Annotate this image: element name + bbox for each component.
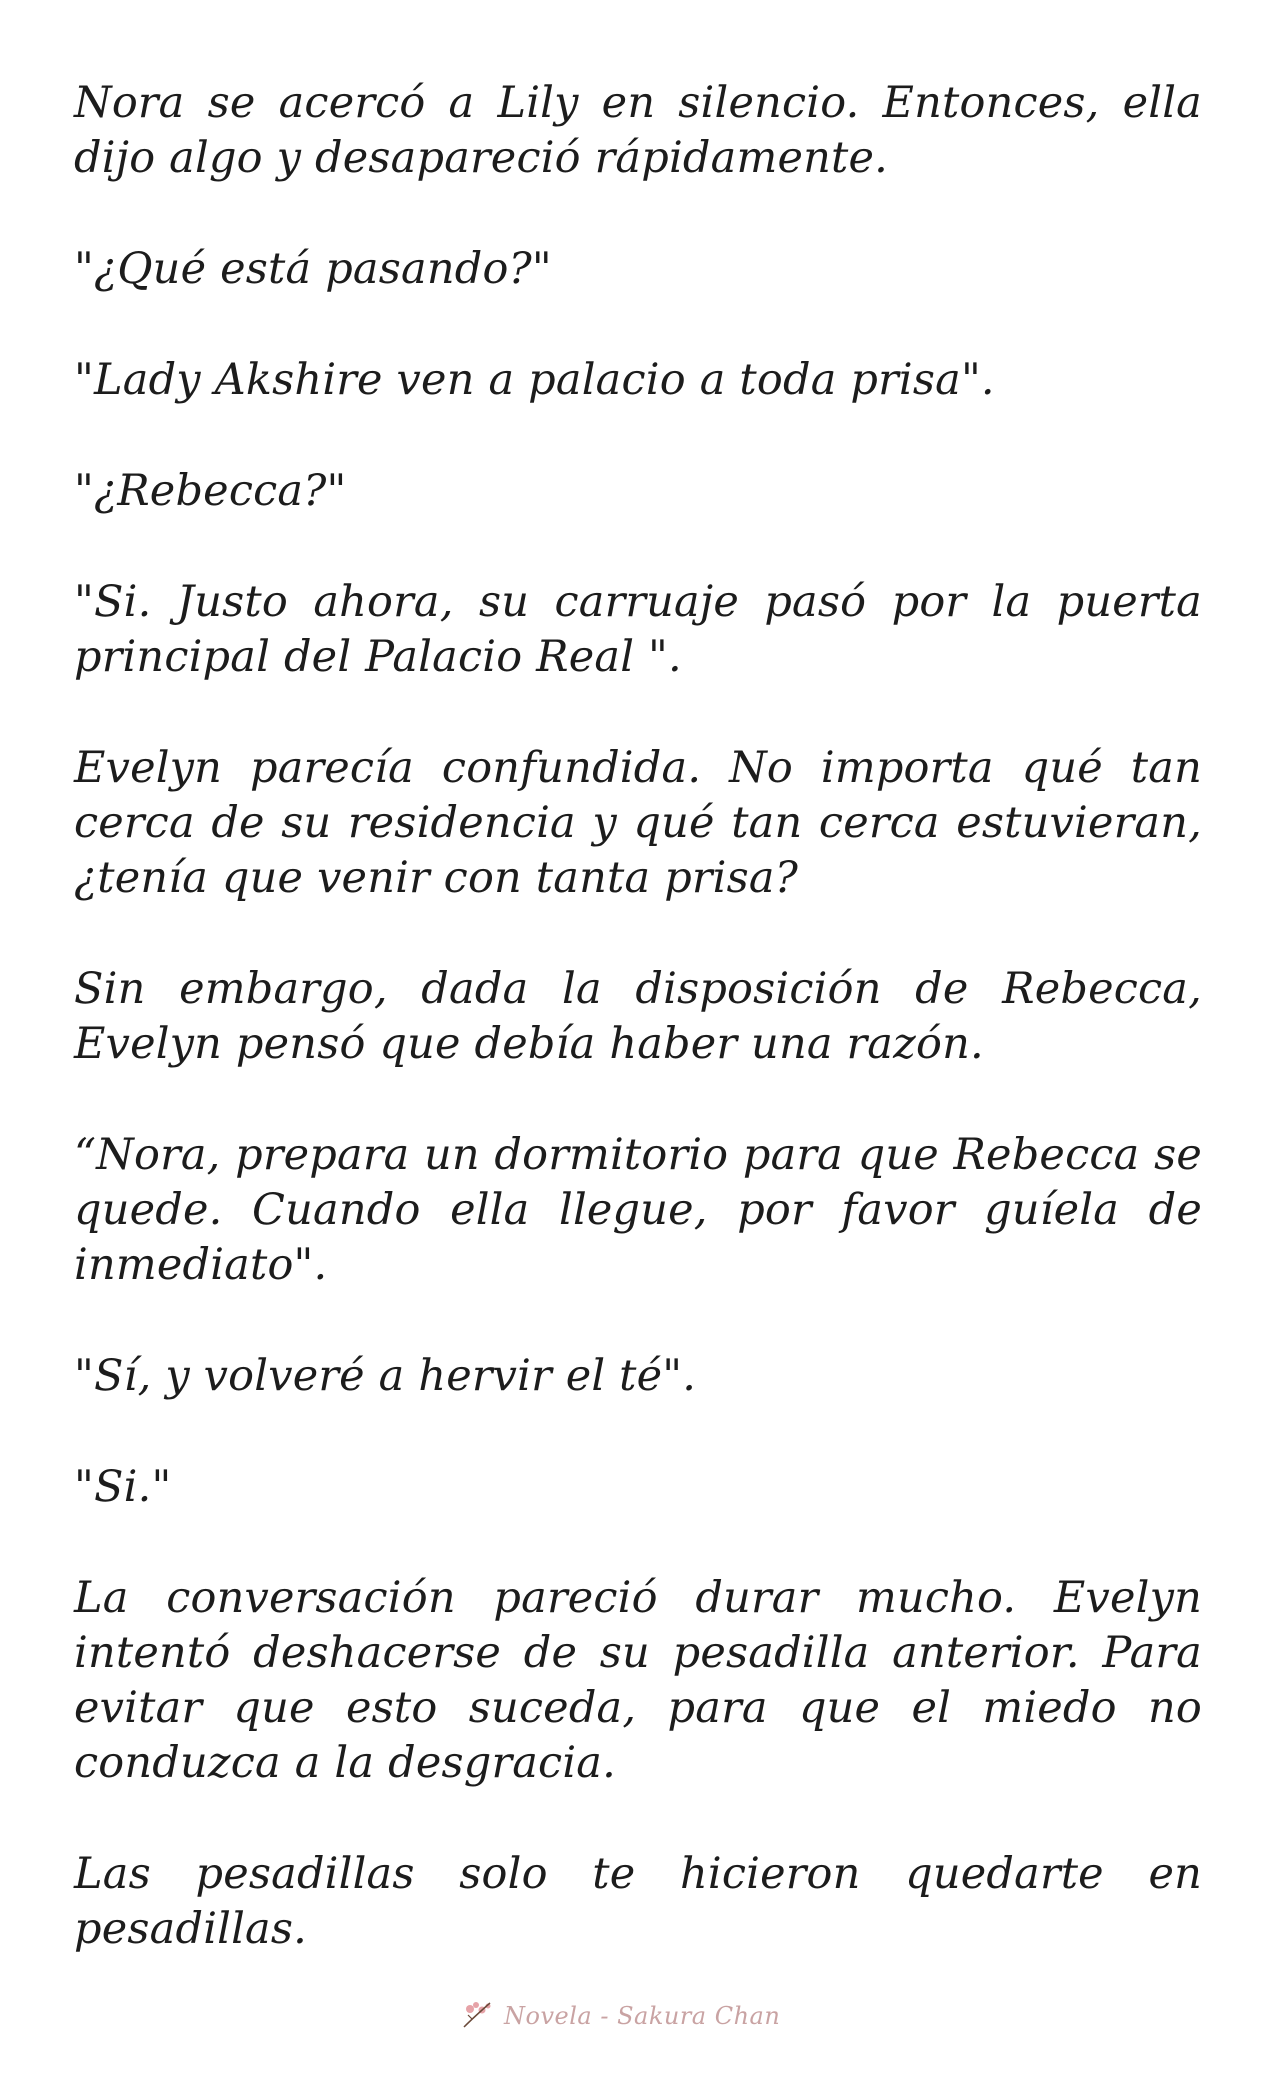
story-text — [74, 76, 1202, 2013]
paragraph: Las pesadillas solo te hicieron quedarte en pesadillas. — [74, 1849, 1202, 1954]
sakura-blossom-icon — [460, 1997, 496, 2036]
paragraph: "¿Rebecca?" — [74, 466, 347, 516]
paragraph: Nora se acercó a Lily en silencio. Entonces, ella dijo algo y desapareció rápidamente. — [74, 78, 1202, 183]
paragraph: “Nora, prepara un dormitorio para que Rebecca se quede. Cuando ella llegue, por favor guíela de inmediato". — [74, 1130, 1202, 1290]
watermark-text: Novela - Sakura Chan — [504, 2002, 781, 2030]
paragraph: La conversación pareció durar mucho. Evelyn intentó deshacerse de su pesadilla anterior. Para evitar que esto suceda, para que el miedo no conduzca a la desgracia. — [74, 1573, 1202, 1788]
paragraph: "Lady Akshire ven a palacio a toda prisa". — [74, 355, 995, 405]
paragraph: "Sí, y volveré a hervir el té". — [74, 1351, 697, 1401]
paragraph: Sin embargo, dada la disposición de Rebecca, Evelyn pensó que debía haber una razón. — [74, 964, 1202, 1069]
watermark — [460, 1996, 780, 2036]
paragraph: "Si." — [74, 1462, 172, 1512]
paragraph: "¿Qué está pasando?" — [74, 244, 552, 294]
paragraph: Evelyn parecía confundida. No importa qué tan cerca de su residencia y qué tan cerca estuvieran, ¿tenía que venir con tanta prisa? — [74, 743, 1202, 903]
paragraph: "Si. Justo ahora, su carruaje pasó por la puerta principal del Palacio Real ". — [74, 577, 1202, 682]
